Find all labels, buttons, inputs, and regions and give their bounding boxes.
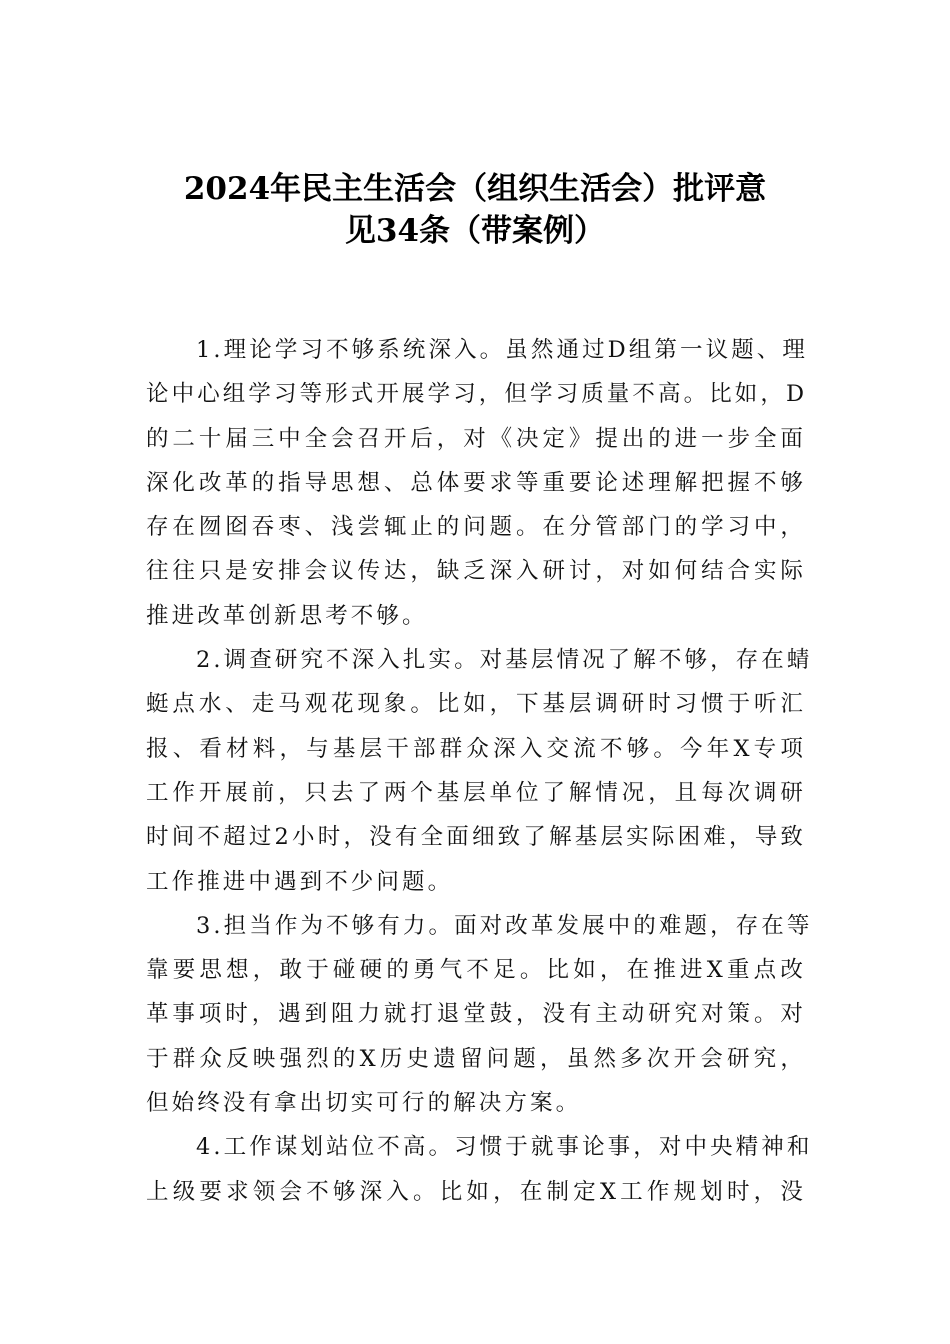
paragraph-line: 但始终没有拿出切实可行的解决方案。 xyxy=(146,1090,582,1117)
paragraph-line: 4.工作谋划站位不高。习惯于就事论事，对中央精神和 xyxy=(196,1134,813,1161)
critique-item-3 xyxy=(146,904,813,1125)
critique-item-2 xyxy=(146,638,813,904)
paragraph-line: 于群众反映强烈的X历史遗留问题，虽然多次开会研究， xyxy=(146,1045,806,1072)
critique-item-4 xyxy=(146,1125,813,1214)
critique-item-1 xyxy=(146,328,809,638)
paragraph-line: 2.调查研究不深入扎实。对基层情况了解不够，存在蜻 xyxy=(196,647,813,674)
paragraph-line: 上级要求领会不够深入。比如，在制定X工作规划时，没 xyxy=(146,1178,806,1205)
paragraph-line: 工作开展前，只去了两个基层单位了解情况，且每次调研 xyxy=(146,779,806,806)
paragraph-line: 1.理论学习不够系统深入。虽然通过D组第一议题、理 xyxy=(196,337,809,363)
paragraph-line: 工作推进中遇到不少问题。 xyxy=(146,868,454,895)
document-title-line-2: 见34条（带案例） xyxy=(344,213,606,249)
paragraph-line: 时间不超过2小时，没有全面细致了解基层实际困难，导致 xyxy=(146,824,806,851)
paragraph-line: 往往只是安排会议传达，缺乏深入研讨，对如何结合实际 xyxy=(146,558,806,585)
paragraph-line: 论中心组学习等形式开展学习，但学习质量不高。比如，D xyxy=(146,381,808,408)
paragraph-line: 蜓点水、走马观花现象。比如，下基层调研时习惯于听汇 xyxy=(146,691,806,718)
paragraph-line: 推进改革创新思考不够。 xyxy=(146,602,428,629)
paragraph-line: 的二十届三中全会召开后，对《决定》提出的进一步全面 xyxy=(146,425,806,452)
paragraph-line: 深化改革的指导思想、总体要求等重要论述理解把握不够 xyxy=(146,469,806,496)
paragraph-line: 报、看材料，与基层干部群众深入交流不够。今年X专项 xyxy=(146,735,806,762)
paragraph-line: 靠要思想，敢于碰硬的勇气不足。比如，在推进X重点改 xyxy=(146,957,806,984)
paragraph-line: 3.担当作为不够有力。面对改革发展中的难题，存在等 xyxy=(196,912,813,939)
document-title-line-1: 2024年民主生活会（组织生活会）批评意 xyxy=(183,171,767,207)
document-body xyxy=(146,328,813,1214)
paragraph-line: 存在囫囵吞枣、浅尝辄止的问题。在分管部门的学习中， xyxy=(146,514,806,541)
paragraph-line: 革事项时，遇到阻力就打退堂鼓，没有主动研究对策。对 xyxy=(146,1001,806,1028)
